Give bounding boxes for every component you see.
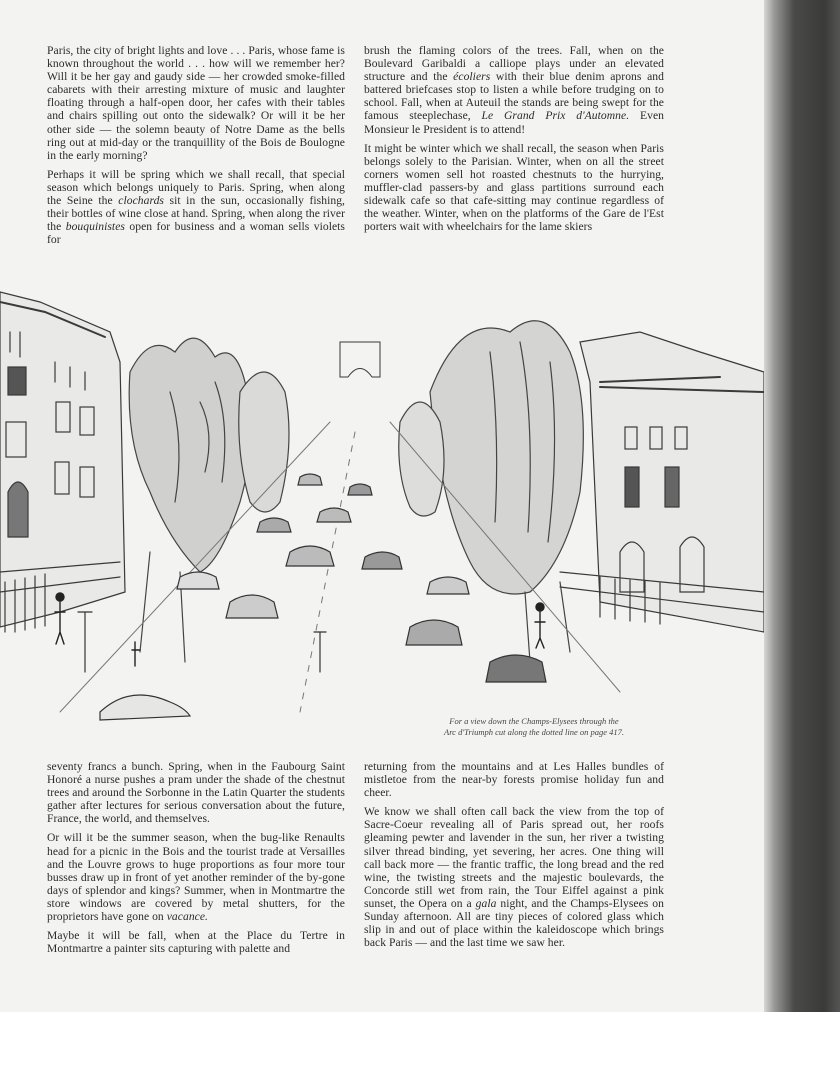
trees-right — [399, 321, 584, 662]
arc-de-triomphe-sketch — [340, 342, 380, 377]
paragraph: It might be winter which we shall recall, the season when Paris belongs solely to the Parisian. Winter, when on all the street corners women sell hot roasted chestnuts to the hurrying, muffler-clad passers-by and glass partitions surround each sidewalk cafe so that cafe-sitting may continue regardless of the weather. Winter, when on the platforms of the Gare de l'Est porters wait with wheelchairs for the lame skiers — [364, 141, 664, 234]
book-spine-shadow — [764, 0, 840, 1012]
paragraph: Paris, the city of bright lights and love . . . Paris, whose fame is known throughout the world . . . how will we remember her? Will it be her gay and gaudy side — her crowded smoke-filled cabarets with their arresting mixture of music and laughter floating through a half-open door, her cafes with their tables and chairs spilling out onto the sidewalk? Or will it be her other side — the solemn beauty of Notre Dame as the bells ring out at mid-day or the tranquillity of the Bois de Boulogne in the early morning? — [47, 44, 345, 162]
paragraph: Maybe it will be fall, when at the Place du Tertre in Montmartre a painter sits capturing with palette and — [47, 929, 345, 956]
illustration-caption: For a view down the Champs-Elysees through the Arc d'Triumph cut along the dotted line on page 417. — [444, 716, 624, 737]
paragraph: Or will it be the summer season, when the bug-like Renaults head for a picnic in the Bois and the tourist trade at Versailles and the Louvre grows to huge proportions as four more tour busses draw up in front of yet another reminder of the by-gone days of splendor and kings? Summer, when in Montmartre the store windows are covered by metal shutters, for the proprietors have gone on vacance. — [47, 831, 345, 924]
paragraph: brush the flaming colors of the trees. Fall, when on the Boulevard Garibaldi a calliope plays under an elevated structure and the écoliers with their blue denim aprons and battered briefcases stop to listen a while before trudging on to school. Fall, when at Auteuil the stands are being swept for the famous steeplechase, Le Grand Prix d'Automne. Even Monsieur le President is to attend! — [364, 44, 664, 136]
paragraph: We know we shall often call back the view from the top of Sacre-Coeur revealing all of Paris spread out, her roofs gleaming pewter and lavender in the sun, her river a twisting silver thread binding, yet severing, her acres. One thing will call back more — the frantic traffic, the long bread and the red wine, the twisting streets and the majestic boulevards, the Concorde still wet from rain, the Tour Eiffel against a pink sunset, the Opera on a gala night, and the Champs-Elysees on Sunday afternoon. All are tiny pieces of colored glass which slip in and out of place within the kaleidoscope which brings back Paris — and the last time we saw her. — [364, 805, 664, 950]
left-buildings — [0, 292, 125, 632]
champs-elysees-sketch-illustration — [0, 272, 764, 742]
text-column-top-left — [47, 44, 345, 252]
text-column-bottom-right — [364, 760, 664, 955]
scan-margin — [0, 1012, 840, 1087]
pedestrians — [55, 593, 545, 666]
text-column-top-right — [364, 44, 664, 239]
paragraph: returning from the mountains and at Les Halles bundles of mistletoe from the near-by forests promise holiday fun and cheer. — [364, 760, 664, 800]
right-buildings — [560, 332, 764, 632]
paragraph: Perhaps it will be spring which we shall recall, that special season which belongs uniquely to Paris. Spring, when along the Seine the clochards sit in the sun, occasionally fishing, their bottles of wine close at hand. Spring, when along the river the bouquinistes open for business and a woman sells violets for — [47, 167, 346, 247]
text-column-bottom-left — [47, 760, 345, 961]
paragraph: seventy francs a bunch. Spring, when in the Faubourg Saint Honoré a nurse pushes a pram under the shade of the chestnut trees and around the Sorbonne in the Latin Quarter the students gather after lectures for serious conversation about the future, France, the world, and themselves. — [47, 760, 345, 826]
lamp-posts — [78, 612, 326, 672]
